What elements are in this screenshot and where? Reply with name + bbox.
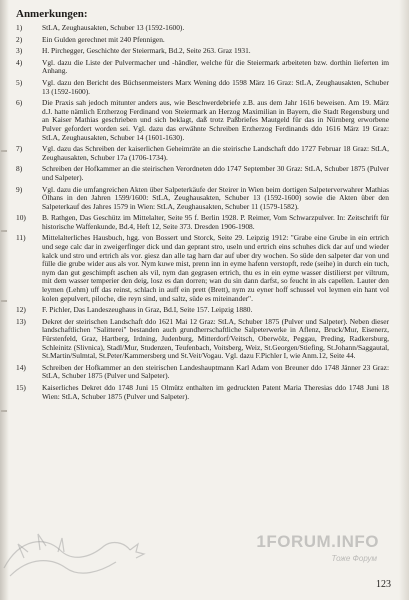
note-item [14, 99, 399, 142]
note-item [14, 59, 399, 76]
notes-heading: Anmerkungen: [16, 8, 88, 20]
note-item [14, 214, 399, 231]
notes-list [14, 24, 399, 401]
note-number: 8) [16, 164, 23, 174]
note-text: Vgl. dazu das Schreiben der kaiserlichen Geheimräte an die steirische Landschaft ddo 1727 Februar 18 Graz: StLA, Zeughausakten, Schuber 17a (1706-1734). [42, 144, 389, 162]
note-item [14, 79, 399, 96]
note-item [14, 165, 399, 182]
note-number: 10) [16, 213, 26, 223]
note-number: 1) [16, 23, 23, 32]
note-text: Mittelalterliches Hausbuch, hgg. von Bossert und Storck, Seite 29. Leipzig 1912: "Grabe eine Grube in ein ertrich und sege calc dar in zweigerfinger dick und dan geprant stro, useln und ertrich eins schuhes dick dar auf und wieder kalck und stro und ertrich als vor. giesz dan alle tag harn dar auf uber dry wochen. So süde den salpeter dar von und fülle die grube wider aus als vor. Nym kuwe mist, prenn inn in eyme hafenn verstopft, rede (seihe) in durch ein tuch, nym dan gut geschimpft aschen als vil, nym dan gegrasen ertrich, thu es in ein eyme wasser distilierst per viltrum, mit dem wasser temperier den deig, losz es dan dorren; wan du sin dann darfst, so feucht in als capellen. Lauter den leymen (Lehm) uff das reinst, schlach in auff ein prett (Brett), nym zu eyner hoff schussel vol leymen ein hant vol kolen gepulvert, piloche, die reyn sind, und saltz, süde es miteinander". [42, 233, 389, 303]
note-number: 12) [16, 305, 26, 315]
note-item [14, 234, 399, 303]
note-item [14, 36, 399, 45]
note-number: 13) [16, 316, 26, 326]
note-item [14, 47, 399, 56]
note-number: 14) [16, 362, 26, 372]
note-number: 3) [16, 46, 23, 56]
note-number: 11) [16, 233, 26, 243]
note-text: Schreiben der Hofkammer an den steirischen Landeshauptmann Karl Adam von Breuner ddo 1748 Jänner 23 Graz: StLA, Schuber 1875 (Pulver und Salpeter). [42, 362, 389, 381]
note-item [14, 364, 399, 381]
note-number: 5) [16, 77, 23, 87]
note-text: Die Praxis sah jedoch mitunter anders aus, wie Beschwerdebriefe z.B. aus dem Jahr 1616 beweisen. Am 19. März d.J. hatte nämlich Erzherzog Ferdinand von Steiermark an Herzog Maximilian in Bayern, die Stadt Regensburg und an Kaiser Mathias geschrieben und sich beklagt, daß trotz Paßbriefes Mautgeld für das in Nürnberg erworbene Pulver gefordert worden sei. Vgl. dazu das erwähnte Schreiben Erzherzog Ferdinands ddo 1616 März 19 Graz: StLA, Zeughausakten, Schuber 14 (1601-1630). [42, 98, 389, 142]
watermark-subtext: Тоже Форум [331, 554, 377, 563]
note-text: F. Pichler, Das Landeszeughaus in Graz, Bd.I, Seite 157. Leipzig 1880. [42, 305, 253, 315]
note-text: H. Pirchegger, Geschichte der Steiermark, Bd.2, Seite 263. Graz 1931. [42, 46, 251, 56]
note-item [14, 306, 399, 315]
note-number: 6) [16, 98, 23, 108]
note-text: Schreiben der Hofkammer an die steirischen Verordneten ddo 1747 September 30 Graz: StLA, Schuber 1875 (Pulver und Salpeter). [42, 164, 389, 182]
note-item [14, 24, 399, 33]
note-text: Kaiserliches Dekret ddo 1748 Juni 15 Olmütz enthalten im gedruckten Patent Maria Theresias ddo 1748 Juni 18 Wien: StLA, Schuber 1875 (Pulver und Salpeter). [42, 382, 389, 401]
note-number: 2) [16, 34, 23, 44]
note-text: Vgl. dazu die umfangreichen Akten über Salpeterkäufe der Steirer in Wien beim dortigen Salpeterverwahrer Mathias Ölhans in den Jahren 1599/1600: StLA, Zeughausakten, Schuber 13 (1592-1600) sowie die Akten über den Salpeterkauf des Jahres 1579 in Wien: StLA, Zeughausakten, Schuber 11 (1579-1582). [42, 184, 389, 211]
note-text: B. Rathgen, Das Geschütz im Mittelalter, Seite 95 f. Berlin 1928. P. Reimer, Vom Schwarzpulver. In: Zeitschrift für historische Waffenkunde, Bd.4, Heft 12, Seite 373. Dresden 1906-1908. [42, 213, 389, 231]
note-text: Dekret der steirischen Landschaft ddo 1621 Mai 12 Graz: StLA, Schuber 1875 (Pulver und Salpeter). Neben dieser landschaftlichen "Salitterei" bestanden auch grundherrschaftliche Salpeterwerke in Aflenz, Bruck/Mur, Eisenerz, Fürstenfeld, Graz, Hartberg, Irdning, Judenburg, Mitterdorf/Veitsch, Oberwölz, Peggau, Preding, Radkersburg, Schleinitz (Slivnica), Stadl/Mur, Studenzen, Teufenbach, Voitsberg, Weiz, St.Georgen/Stiefing, St.Johann/Saggautal, St.Martin/Sulmtal, St.Peter/Kammersberg und St.Veit/Vogau. Vgl. dazu F.Pichler I, wie Anm.12, Seite 44. [42, 316, 389, 361]
note-number: 9) [16, 184, 23, 194]
watermark-text: 1FORUM.INFO [256, 532, 379, 551]
note-text: Ein Gulden gerechnet mit 240 Pfennigen. [42, 34, 165, 44]
note-number: 7) [16, 144, 23, 154]
note-text: StLA, Zeughausakten, Schuber 13 (1592-1600). [42, 23, 185, 32]
page-number: 123 [376, 579, 391, 590]
note-text: Vgl. dazu den Bericht des Büchsenmeisters Marx Wening ddo 1598 März 16 Graz: StLA, Zeughausakten, Schuber 13 (1592-1600). [42, 77, 389, 96]
note-item [14, 145, 399, 162]
note-number: 4) [16, 57, 23, 67]
note-item [14, 384, 399, 401]
note-number: 15) [16, 382, 26, 392]
note-item [14, 318, 399, 361]
note-text: Vgl. dazu die Liste der Pulvermacher und -händler, welche für die Steiermark arbeiteten bzw. dorthin lieferten im Anhang. [42, 57, 389, 76]
note-item [14, 186, 399, 212]
